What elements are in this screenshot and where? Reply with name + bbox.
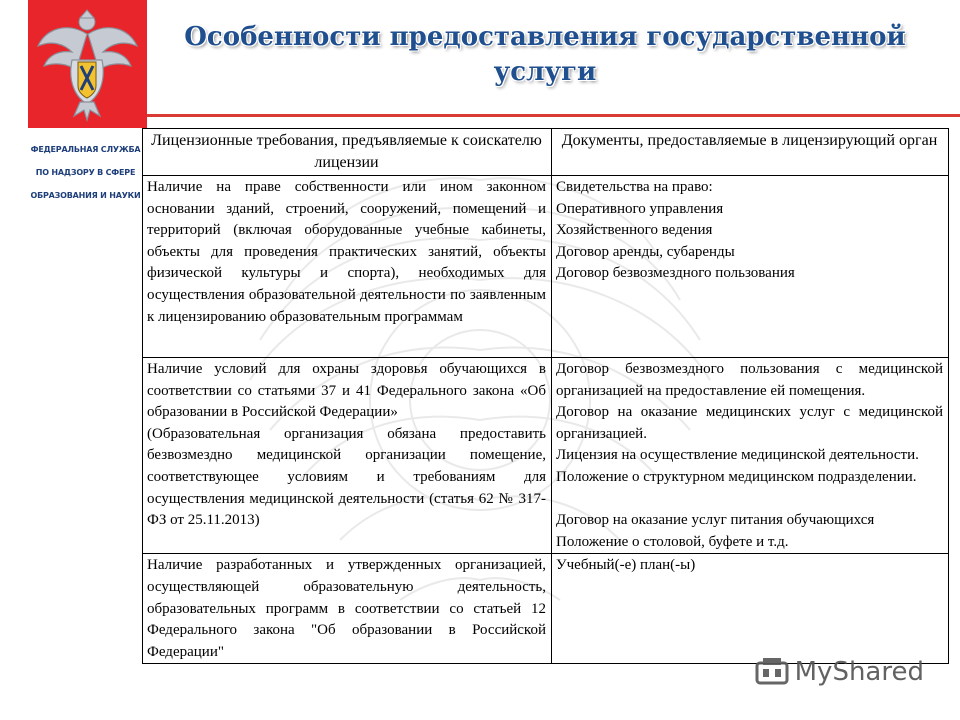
documents-cell	[552, 358, 949, 554]
slide-title: Особенности предоставления государственной услуги	[184, 22, 906, 87]
requirement-cell	[143, 358, 552, 554]
requirement-part: (Образовательная организация обязана предоставить безвозмездно медицинской организации помещение, соответствующее условиям и требованиям для осуществления медицинской деятельности (статья 62 № 317-ФЗ от 25.11.2013)	[147, 425, 546, 529]
requirement-cell: Наличие на праве собственности или ином законном основании зданий, строений, сооружений, помещений и территорий (включая оборудованные учебные кабинеты, объекты для проведения практических занятий, объекты физической культуры и спорта), необходимых для осуществления образовательной деятельности по заявленным к лицензированию образовательным программам	[143, 176, 552, 358]
table-row	[143, 358, 949, 554]
table-row	[143, 176, 949, 358]
document-item: Хозяйственного ведения	[556, 222, 713, 239]
agency-logo	[28, 0, 147, 128]
document-item: Свидетельства на право:	[556, 179, 713, 195]
header-divider	[147, 114, 960, 117]
document-item: Договор аренды, субаренды	[556, 243, 735, 260]
documents-cell	[552, 176, 949, 358]
document-item: Договор на оказание медицинских услуг с медицинской организацией.	[556, 404, 943, 442]
agency-name-line: ПО НАДЗОРУ В СФЕРЕ	[35, 168, 136, 177]
documents-cell	[552, 554, 949, 664]
document-item: Договор на оказание услуг питания обучающихся	[556, 512, 875, 529]
document-item: Учебный(-е) план(-ы)	[556, 557, 696, 574]
document-item: Лицензия на осуществление медицинской деятельности.	[556, 447, 919, 464]
table-header-row	[143, 129, 949, 176]
agency-name-line: ФЕДЕРАЛЬНАЯ СЛУЖБА	[30, 145, 141, 154]
myshared-watermark	[755, 652, 924, 692]
brand-my: My	[794, 657, 833, 687]
document-item: Положение о структурном медицинском подразделении.	[556, 468, 917, 485]
document-spacer	[556, 489, 943, 511]
header-requirements: Лицензионные требования, предъявляемые к соискателю лицензии	[143, 129, 552, 176]
eagle-emblem-icon	[28, 0, 147, 128]
agency-name-line: ОБРАЗОВАНИЯ И НАУКИ	[30, 191, 141, 200]
agency-name	[28, 138, 143, 207]
brand-shared: Shared	[832, 657, 924, 687]
document-item: Договор безвозмездного пользования	[556, 265, 795, 282]
document-item: Положение о столовой, буфете и т.д.	[556, 533, 789, 550]
header-documents: Документы, предоставляемые в лицензирующий орган	[552, 129, 949, 176]
document-item: Оперативного управления	[556, 200, 724, 217]
requirement-cell: Наличие разработанных и утвержденных организацией, осуществляющей образовательную деятельность, образовательных программ в соответствии со статьей 12 Федерального закона "Об образовании в Российской Федерации"	[143, 554, 552, 664]
requirement-part: Наличие условий для охраны здоровья обучающихся в соответствии со статьями 37 и 41 Федерального закона «Об образовании в Российской Федерации»	[147, 361, 546, 421]
document-item: Договор безвозмездного пользования с медицинской организацией на предоставление ей помещения.	[556, 361, 943, 399]
requirements-table	[142, 128, 949, 664]
table-row	[143, 554, 949, 664]
myshared-logo-icon	[755, 657, 789, 687]
